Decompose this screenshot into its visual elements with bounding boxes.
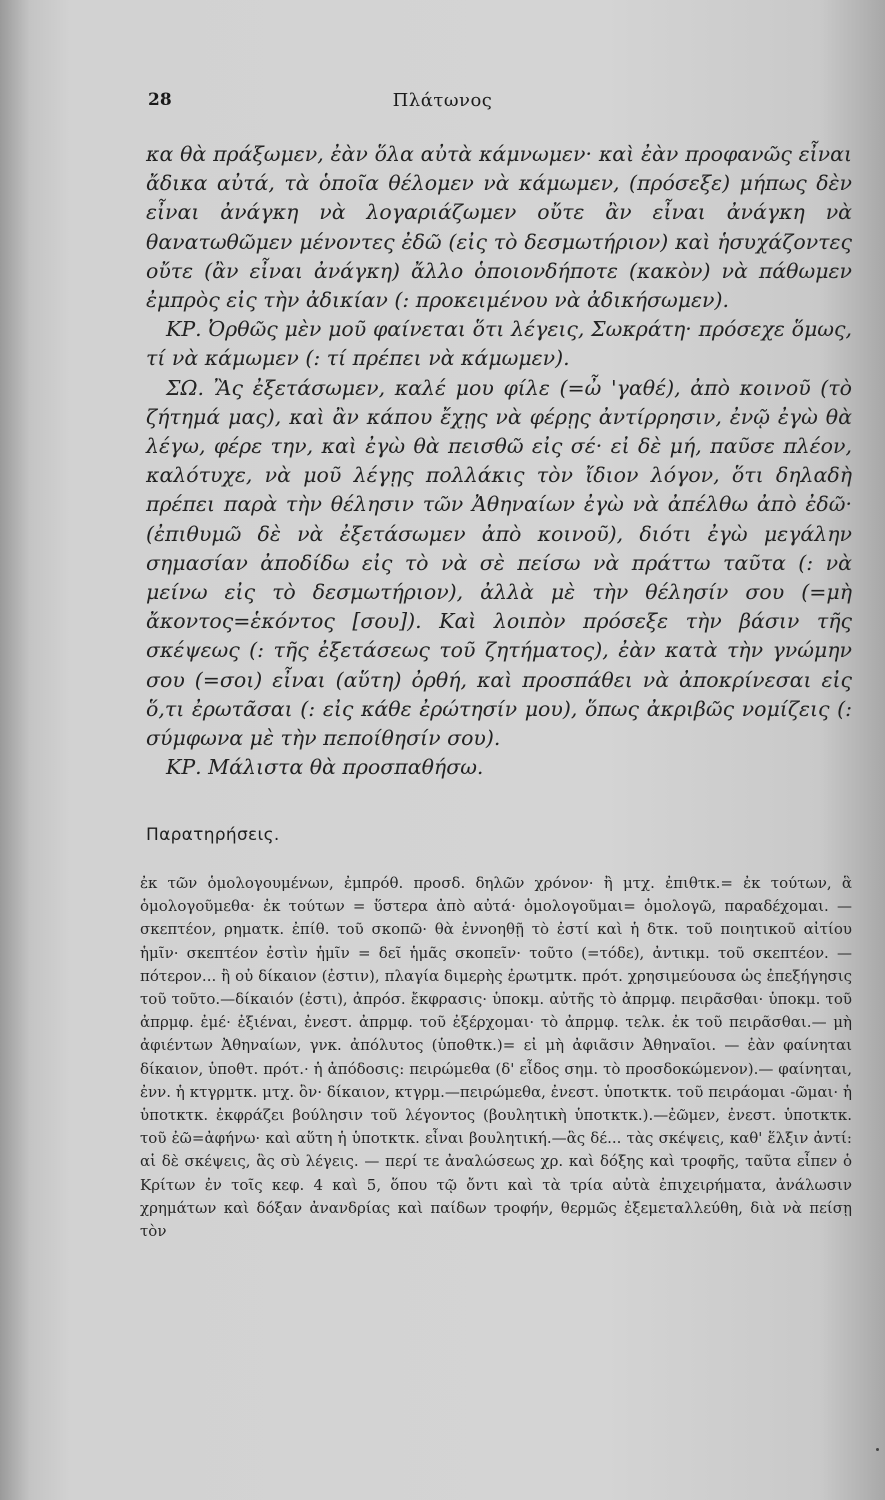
page-number: 28 [148,90,172,110]
paragraph: ΚΡ. Ὀρθῶς μὲν μοῦ φαίνεται ὅτι λέγεις, Σωκράτη· πρόσεχε ὅμως, τί νὰ κάμωμεν (: τί πρέπει νὰ κάμωμεν). [146,317,852,371]
paragraph: κα θὰ πράξωμεν, ἐὰν ὅλα αὐτὰ κάμνωμεν· καὶ ἐὰν προφανῶς εἶναι ἄδικα αὐτά, τὰ ὁποῖα θέλομεν νὰ κάμωμεν, (πρόσεξε) μήπως δὲν εἶναι ἀνάγκη νὰ λογαριάζωμεν οὔτε ἂν εἶναι ἀνάγκη νὰ θανατωθῶμεν μένοντες ἐδῶ (εἰς τὸ δεσμωτήριον) καὶ ἡσυχάζοντες οὔτε (ἂν εἶναι ἀνάγκη) ἄλλο ὁποιονδήποτε (κακὸν) νὰ πάθωμεν ἐμπρὸς εἰς τὴν ἀδικίαν (: προκειμένου νὰ ἀδικήσωμεν). [146,142,852,313]
paragraph: ΣΩ. Ἂς ἐξετάσωμεν, καλέ μου φίλε (=ὦ 'γαθέ), ἀπὸ κοινοῦ (τὸ ζήτημά μας), καὶ ἂν κάπου ἔχῃς νὰ φέρῃς ἀντίρρησιν, ἐνῷ ἐγὼ θὰ λέγω, φέρε την, καὶ ἐγὼ θὰ πεισθῶ εἰς σέ· εἰ δὲ μή, παῦσε πλέον, καλότυχε, νὰ μοῦ λέγῃς πολλάκις τὸν ἴδιον λόγον, ὅτι δηλαδὴ πρέπει παρὰ τὴν θέλησιν τῶν Ἀθηναίων ἐγὼ νὰ ἀπέλθω ἀπὸ ἐδῶ· (ἐπιθυμῶ δὲ νὰ ἐξετάσωμεν ἀπὸ κοινοῦ), διότι ἐγὼ μεγάλην σημασίαν ἀποδίδω εἰς τὸ νὰ σὲ πείσω νὰ πράττω ταῦτα (: νὰ μείνω εἰς τὸ δεσμωτήριον), ἀλλὰ μὲ τὴν θέλησίν σου (=μὴ ἄκοντος=ἑκόντος [σου]). Καὶ λοιπὸν πρόσεξε τὴν βάσιν τῆς σκέψεως (: τῆς ἐξετάσεως τοῦ ζητήματος), ἐὰν κατὰ τὴν γνώμην σου (=σοι) εἶναι (αὕτη) ὀρθή, καὶ προσπάθει νὰ ἀποκρίνεσαι εἰς ὅ,τι ἐρωτᾶσαι (: εἰς κάθε ἐρώτησίν μου), ὅπως ἀκριβῶς νομίζεις (: σύμφωνα μὲ τὴν πεποίθησίν σου). [146,375,852,751]
notes-heading: Παρατηρήσεις. [146,825,280,845]
page-speck [876,1448,879,1451]
running-title: Πλάτωνος [392,90,493,111]
notes-paragraph: ἐκ τῶν ὁμολογουμένων, ἐμπρόθ. προσδ. δηλῶν χρόνον· ἢ μτχ. ἐπιθτκ.= ἐκ τούτων, ἃ ὁμολογοῦμεθα· ἐκ τούτων = ὕστερα ἀπὸ αὐτά· ὁμολογοῦμαι= ὁμολογῶ, παραδέχομαι. — σκεπτέον, ρηματκ. ἐπίθ. τοῦ σκοπῶ· θὰ ἐννοηθῇ τὸ ἐστί καὶ ἡ δτκ. τοῦ ποιητικοῦ αἰτίου ἡμῖν· σκεπτέον ἐστὶν ἡμῖν = δεῖ ἡμᾶς σκοπεῖν· τοῦτο (=τόδε), ἀντικμ. τοῦ σκεπτέον. — πότερον... ἢ οὐ δίκαιον (ἐστιν), πλαγία διμερὴς ἐρωτμτκ. πρότ. χρησιμεύουσα ὡς ἐπεξήγησις τοῦ τοῦτο.—δίκαιόν (ἐστι), ἀπρόσ. ἔκφρασις· ὑποκμ. αὐτῆς τὸ ἀπρμφ. πειρᾶσθαι· ὑποκμ. τοῦ ἀπρμφ. ἐμέ· ἐξιέναι, ἐνεστ. ἀπρμφ. τοῦ ἐξέρχομαι· τὸ ἀπρμφ. τελκ. ἐκ τοῦ πειρᾶσθαι.— μὴ ἀφιέντων Ἀθηναίων, γνκ. ἀπόλυτος (ὑποθτκ.)= εἰ μὴ ἀφιᾶσιν Ἀθηναῖοι. — ἐὰν φαίνηται δίκαιον, ὑποθτ. πρότ.· ἡ ἀπόδοσις: πειρώμεθα (δ' εἶδος σημ. τὸ προσδοκώμενον).— φαίνηται, ἐνν. ἡ κτγρμτκ. μτχ. ὂν· δίκαιον, κτγρμ.—πειρώμεθα, ἐνεστ. ὑποτκτκ. τοῦ πειράομαι -ῶμαι· ἡ ὑποτκτκ. ἐκφράζει βούλησιν τοῦ λέγοντος (βουλητικὴ ὑποτκτκ.).—ἐῶμεν, ἐνεστ. ὑποτκτκ. τοῦ ἐῶ=ἀφήνω· καὶ αὕτη ἡ ὑποτκτκ. εἶναι βουλητική.—ἃς δέ... τὰς σκέψεις, καθ' ἕλξιν ἀντί: αἱ δὲ σκέψεις, ἃς σὺ λέγεις. — περί τε ἀναλώσεως χρ. καὶ δόξης καὶ τροφῆς, ταῦτα εἶπεν ὁ Κρίτων ἐν τοῖς κεφ. 4 καὶ 5, ὅπου τῷ ὄντι καὶ τὰ τρία αὐτὰ ἐπιχειρήματα, ἀνάλωσιν χρημάτων καὶ δόξαν ἀνανδρίας καὶ παίδων τροφήν, θερμῶς ἐξεμεταλλεύθη, διὰ νὰ πείσῃ τὸν [140,874,852,1241]
dialogue-text [146,140,852,782]
paragraph: ΚΡ. Μάλιστα θὰ προσπαθήσω. [166,755,484,780]
notes-text [140,872,852,1243]
